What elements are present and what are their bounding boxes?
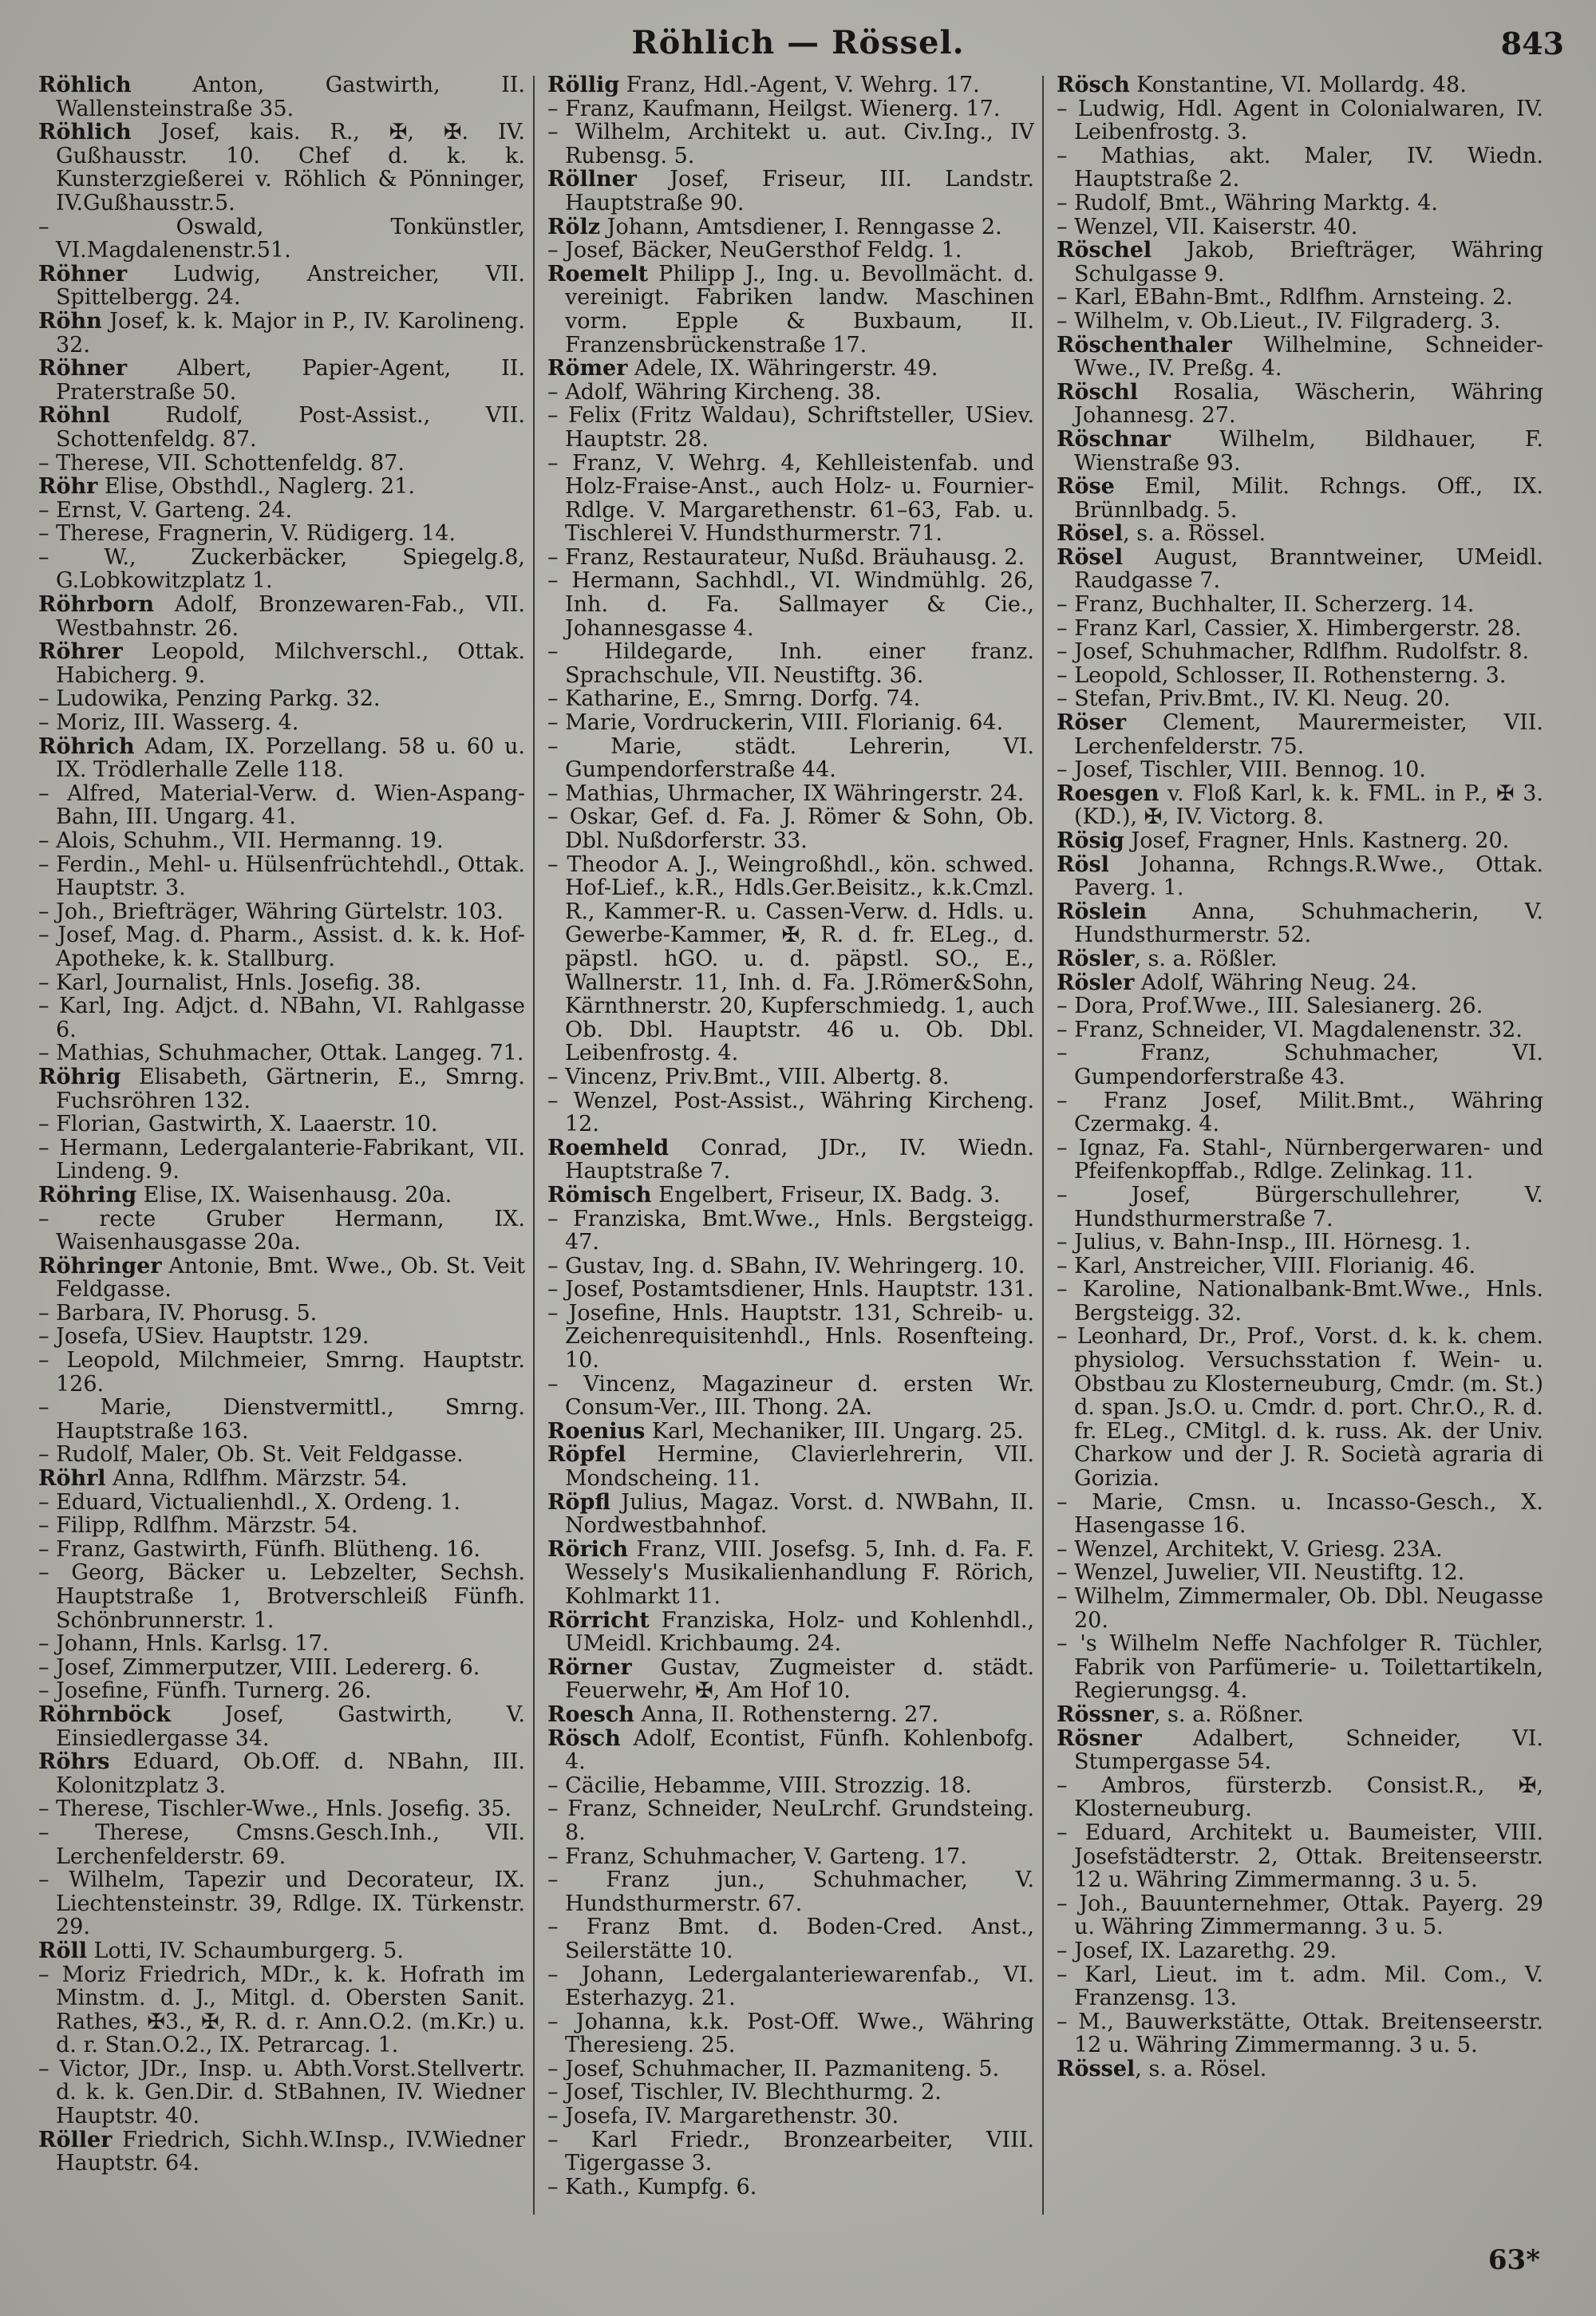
directory-entry: Rösch Adolf, Econtist, Fünfh. Kohlenbofg. 4. <box>547 1725 1034 1775</box>
directory-entry: – Franz Bmt. d. Boden-Cred. Anst., Seilerstätte 10. <box>547 1915 1034 1963</box>
directory-entry: – Theodor A. J., Weingroßhdl., kön. schwed. Hof-Lief., k.R., Hdls.Ger.Beisitz., k.k.Cmzl. R., Kammer-R. u. Cassen-Verw. d. Hdls. u. Gewerbe-Kammer, ✠, R. d. fr. ELeg., d. päpstl. hGO. u. d. päpstl. SO., E., Wallnerstr. 11, Inh. d. Fa. J.Römer&Sohn, Kärnthnerstr. 20, Kupferschmiedg. 1, auch Ob. Dbl. Hauptstr. 46 u. Ob. Dbl. Leibenfrostg. 4. <box>547 852 1034 1066</box>
directory-entry: – Moriz Friedrich, MDr., k. k. Hofrath im Minstm. d. J., Mitgl. d. Obersten Sanit. Rathes, ✠3., ✠, R. d. r. Ann.O.2. (m.Kr.) u. d. r. Stan.O.2., IX. Petrarcag. 1. <box>38 1962 525 2058</box>
directory-entry: – Ferdin., Mehl- u. Hülsenfrüchtehdl., Ottak. Hauptstr. 3. <box>38 852 525 901</box>
directory-entry: Röhrnböck Josef, Gastwirth, V. Einsiedlergasse 34. <box>38 1701 525 1751</box>
directory-entry: Röhrs Eduard, Ob.Off. d. NBahn, III. Kolonitzplatz 3. <box>38 1749 525 1798</box>
directory-entry: Röllner Josef, Friseur, III. Landstr. Hauptstraße 90. <box>547 167 1034 215</box>
directory-entry: – Oswald, Tonkünstler, VI.Magdalenenstr.51. <box>38 214 525 263</box>
directory-entry: – Therese, VII. Schottenfeldg. 87. <box>38 450 405 476</box>
directory-entry: Röhner Ludwig, Anstreicher, VII. Spittelbergg. 24. <box>38 261 525 310</box>
directory-entry: Röhr Elise, Obsthdl., Naglerg. 21. <box>38 474 415 500</box>
directory-entry: – Wenzel, Architekt, V. Griesg. 23A. <box>1057 1536 1443 1562</box>
directory-entry: – Ernst, V. Garteng. 24. <box>38 497 293 523</box>
directory-entry: – Cäcilie, Hebamme, VIII. Strozzig. 18. <box>547 1773 972 1798</box>
directory-entry: – Barbara, IV. Phorusg. 5. <box>38 1300 318 1326</box>
directory-entry: Röhringer Antonie, Bmt. Wwe., Ob. St. Veit Feldgasse. <box>38 1253 525 1302</box>
directory-entry: – Marie, städt. Lehrerin, VI. Gumpendorferstraße 44. <box>547 733 1034 783</box>
directory-entry: – Hermann, Sachhdl., VI. Windmühlg. 26, Inh. d. Fa. Sallmayer & Cie., Johannesgasse 4. <box>547 568 1034 641</box>
directory-entry: – Franz Karl, Cassier, X. Himbergerstr. 28. <box>1057 615 1522 641</box>
directory-entry: Rörricht Franziska, Holz- und Kohlenhdl., UMeidl. Krichbaumg. 24. <box>547 1607 1034 1657</box>
directory-entry: – Rudolf, Maler, Ob. St. Veit Feldgasse. <box>38 1442 464 1468</box>
directory-entry: – Therese, Tischler-Wwe., Hnls. Josefig. 35. <box>38 1796 512 1822</box>
directory-entry: – Josefine, Hnls. Hauptstr. 131, Schreib- u. Zeichenrequisitenhdl., Hnls. Rosenfteing. 10. <box>547 1300 1034 1373</box>
directory-entry: Röpfl Julius, Magaz. Vorst. d. NWBahn, II. Nordwestbahnhof. <box>547 1489 1034 1539</box>
directory-entry: – Joh., Bauunternehmer, Ottak. Payerg. 29 u. Währing Zimmermanng. 3 u. 5. <box>1057 1891 1543 1940</box>
directory-entry: – Josef, Zimmerputzer, VIII. Ledererg. 6. <box>38 1654 480 1680</box>
directory-entry: Röhlich Josef, kais. R., ✠, ✠. IV. Gußhausstr. 10. Chef d. k. k. Kunsterzgießerei v. Röhlich & Pönninger, IV.Gußhausstr.5. <box>38 120 525 215</box>
directory-entry: – recte Gruber Hermann, IX. Waisenhausgasse 20a. <box>38 1206 525 1255</box>
directory-entry: – M., Bauwerkstätte, Ottak. Breitenseerstr. 12 u. Währing Zimmermanng. 3 u. 5. <box>1057 2009 1543 2058</box>
directory-entry: – Felix (Fritz Waldau), Schriftsteller, USiev. Hauptstr. 28. <box>547 403 1034 452</box>
directory-entry: – Mathias, Schuhmacher, Ottak. Langeg. 71. <box>38 1041 524 1066</box>
directory-entry: Römer Adele, IX. Währingerstr. 49. <box>547 356 938 381</box>
directory-entry: – Florian, Gastwirth, X. Laaerstr. 10. <box>38 1112 438 1137</box>
directory-entry: Röhn Josef, k. k. Major in P., IV. Karolineng. 32. <box>38 308 525 358</box>
sheet-signature: 63* <box>1487 2244 1540 2276</box>
directory-entry: Rösch Konstantine, VI. Mollardg. 48. <box>1057 73 1467 97</box>
page-title: Röhlich — Rössel. <box>631 24 965 61</box>
directory-entry: Rörner Gustav, Zugmeister d. städt. Feuerwehr, ✠, Am Hof 10. <box>547 1654 1034 1704</box>
directory-entry: Röhrer Leopold, Milchverschl., Ottak. Habicherg. 9. <box>38 639 525 688</box>
directory-entry: Röpfel Hermine, Clavierlehrerin, VII. Mondscheing. 11. <box>547 1442 1034 1492</box>
directory-column-right <box>1057 73 1543 2260</box>
directory-entry: – Vincenz, Magazineur d. ersten Wr. Consum-Ver., III. Thong. 2A. <box>547 1371 1034 1421</box>
directory-entry: – Josefine, Fünfh. Turnerg. 26. <box>38 1678 372 1704</box>
directory-entry: – Ignaz, Fa. Stahl-, Nürnbergerwaren- und Pfeifenkopffab., Rdlge. Zelinkag. 11. <box>1057 1135 1543 1184</box>
directory-entry: – Georg, Bäcker u. Lebzelter, Sechsh. Hauptstraße 1, Brotverschleiß Fünfh. Schönbrunnerstr. 1. <box>38 1560 525 1633</box>
directory-entry: Rösig Josef, Fragner, Hnls. Kastnerg. 20. <box>1057 828 1510 853</box>
directory-entry: – Johann, Ledergalanteriewarenfab., VI. Esterhazyg. 21. <box>547 1962 1034 2011</box>
directory-entry: – Alfred, Material-Verw. d. Wien-Aspang-Bahn, III. Ungarg. 41. <box>38 781 525 830</box>
directory-entry: – Johann, Hnls. Karlsg. 17. <box>38 1631 330 1657</box>
directory-entry: Röll Lotti, IV. Schaumburgerg. 5. <box>38 1938 404 1963</box>
directory-entry: Rössner, s. a. Rößner. <box>1057 1701 1304 1727</box>
directory-entry: – Karl, Ing. Adjct. d. NBahn, VI. Rahlgasse 6. <box>38 994 525 1042</box>
directory-entry: – Wilhelm, Architekt u. aut. Civ.Ing., IV Rubensg. 5. <box>547 120 1034 168</box>
directory-entry: – 's Wilhelm Neffe Nachfolger R. Tüchler, Fabrik von Parfümerie- u. Toilettartikeln, Regierungsg. 4. <box>1057 1631 1543 1704</box>
directory-entry: – Eduard, Victualienhdl., X. Ordeng. 1. <box>38 1489 461 1515</box>
directory-entry: Röller Friedrich, Sichh.W.Insp., IV.Wiedner Hauptstr. 64. <box>38 2127 525 2176</box>
directory-entry: – Josef, Schuhmacher, II. Pazmaniteng. 5. <box>547 2056 1000 2081</box>
directory-entry: – Therese, Cmsns.Gesch.Inh., VII. Lerchenfelderstr. 69. <box>38 1820 525 1869</box>
directory-entry: Röslein Anna, Schuhmacherin, V. Hundsthurmerstr. 52. <box>1057 899 1543 948</box>
directory-entry: Rösel August, Branntweiner, UMeidl. Raudgasse 7. <box>1057 544 1543 594</box>
directory-entry: – Josefa, USiev. Hauptstr. 129. <box>38 1324 369 1350</box>
directory-entry: – Josef, Bürgerschullehrer, V. Hundsthurmerstraße 7. <box>1057 1182 1543 1231</box>
directory-entry: – Franz, Schuhmacher, V. Garteng. 17. <box>547 1844 967 1869</box>
directory-entry: Rösler Adolf, Währing Neug. 24. <box>1057 970 1417 995</box>
directory-entry: – Franz, Schuhmacher, VI. Gumpendorferstraße 43. <box>1057 1041 1543 1089</box>
directory-entry: – Adolf, Währing Kircheng. 38. <box>547 379 882 405</box>
directory-entry: – Marie, Dienstvermittl., Smrng. Hauptstraße 163. <box>38 1395 525 1444</box>
directory-entry: – Hildegarde, Inh. einer franz. Sprachschule, VII. Neustiftg. 36. <box>547 639 1034 688</box>
directory-entry: – Franziska, Bmt.Wwe., Hnls. Bergsteigg. 47. <box>547 1206 1034 1255</box>
directory-entry: – Katharine, E., Smrng. Dorfg. 74. <box>547 686 921 712</box>
directory-entry: Rölz Johann, Amtsdiener, I. Renngasse 2. <box>547 214 1002 239</box>
directory-column-left <box>38 73 525 2260</box>
directory-entry: Rösner Adalbert, Schneider, VI. Stumpergasse 54. <box>1057 1725 1543 1775</box>
directory-entry: – Alois, Schuhm., VII. Hermanng. 19. <box>38 828 444 853</box>
directory-entry: – Ludwig, Hdl. Agent in Colonialwaren, IV. Leibenfrostg. 3. <box>1057 96 1543 145</box>
directory-entry: – Kath., Kumpfg. 6. <box>547 2174 757 2199</box>
directory-entry: Röschenthaler Wilhelmine, Schneider-Wwe., IV. Preßg. 4. <box>1057 332 1543 381</box>
directory-entry: Rösel, s. a. Rössel. <box>1057 521 1266 547</box>
directory-entry: – Karl, Anstreicher, VIII. Florianig. 46. <box>1057 1253 1476 1279</box>
directory-entry: Roemheld Conrad, JDr., IV. Wiedn. Hauptstraße 7. <box>547 1135 1034 1184</box>
directory-entry: – Victor, JDr., Insp. u. Abth.Vorst.Stellvertr. d. k. k. Gen.Dir. d. StBahnen, IV. Wiedner Hauptstr. 40. <box>38 2056 525 2129</box>
directory-entry: – Karl, EBahn-Bmt., Rdlfhm. Arnsteing. 2. <box>1057 285 1513 310</box>
directory-entry: Rösler, s. a. Rößler. <box>1057 946 1278 971</box>
directory-entry: Röschnar Wilhelm, Bildhauer, F. Wienstraße 93. <box>1057 426 1543 476</box>
directory-entry: Röschel Jakob, Briefträger, Währing Schulgasse 9. <box>1057 238 1543 287</box>
directory-entry: – Leopold, Schlosser, II. Rothensterng. 3. <box>1057 662 1507 688</box>
directory-entry: – Franz, Kaufmann, Heilgst. Wienerg. 17. <box>547 96 1001 121</box>
directory-entry: – Joh., Briefträger, Währing Gürtelstr. 103. <box>38 899 504 924</box>
directory-entry: – Eduard, Architekt u. Baumeister, VIII. Josefstädterstr. 2, Ottak. Breitenseerstr. 12 u. Währing Zimmermanng. 3 u. 5. <box>1057 1820 1543 1893</box>
directory-entry: – Dora, Prof.Wwe., III. Salesianerg. 26. <box>1057 994 1483 1019</box>
page-number: 843 <box>1500 26 1564 61</box>
directory-entry: Röhrl Anna, Rdlfhm. Märzstr. 54. <box>38 1466 408 1492</box>
directory-entry: – Franz, Gastwirth, Fünfh. Blütheng. 16. <box>38 1536 480 1562</box>
directory-column-middle <box>547 73 1034 2260</box>
directory-entry: Röhlich Anton, Gastwirth, II. Wallensteinstraße 35. <box>38 73 525 121</box>
directory-entry: – Marie, Vordruckerin, VIII. Florianig. 64. <box>547 710 1004 736</box>
directory-entry: – Wenzel, Post-Assist., Währing Kircheng. 12. <box>547 1088 1034 1137</box>
directory-entry: – Moriz, III. Wasserg. 4. <box>38 710 299 736</box>
directory-entry: – Wilhelm, Tapezir und Decorateur, IX. Liechtensteinstr. 39, Rdlge. IX. Türkenstr. 29. <box>38 1867 525 1940</box>
directory-entry: – Franz, V. Wehrg. 4, Kehlleistenfab. und Holz-Fraise-Anst., auch Holz- u. Fournier-Rdlge. V. Margarethenstr. 61–63, Fab. u. Tischlerei V. Hundsthurmerstr. 71. <box>547 450 1034 547</box>
directory-entry: Rössel, s. a. Rösel. <box>1057 2056 1267 2081</box>
directory-entry: Röhring Elise, IX. Waisenhausg. 20a. <box>38 1182 452 1207</box>
column-divider <box>533 76 535 2215</box>
directory-entry: – Oskar, Gef. d. Fa. J. Römer & Sohn, Ob. Dbl. Nußdorferstr. 33. <box>547 804 1034 853</box>
page-header <box>0 18 1596 73</box>
directory-entry: – Vincenz, Priv.Bmt., VIII. Albertg. 8. <box>547 1064 950 1089</box>
directory-entry: – Leopold, Milchmeier, Smrng. Hauptstr. 126. <box>38 1348 525 1397</box>
directory-entry: – Karl, Journalist, Hnls. Josefig. 38. <box>38 970 421 995</box>
directory-entry: – Johanna, k.k. Post-Off. Wwe., Währing Theresieng. 25. <box>547 2009 1034 2058</box>
directory-entry: – Franz, Buchhalter, II. Scherzerg. 14. <box>1057 592 1475 618</box>
directory-entry: – Franz Josef, Milit.Bmt., Währing Czermakg. 4. <box>1057 1088 1543 1137</box>
directory-entry: – Julius, v. Bahn-Insp., III. Hörnesg. 1. <box>1057 1230 1472 1255</box>
directory-entry: – Karl Friedr., Bronzearbeiter, VIII. Tigergasse 3. <box>547 2127 1034 2176</box>
directory-entry: Röse Emil, Milit. Rchngs. Off., IX. Brünnlbadg. 5. <box>1057 474 1543 523</box>
directory-entry: – Josef, Tischler, IV. Blechthurmg. 2. <box>547 2080 942 2105</box>
directory-entry: Roesgen v. Floß Karl, k. k. FML. in P., ✠ 3. (KD.), ✠, IV. Victorg. 8. <box>1057 781 1543 830</box>
directory-entry: Roesch Anna, II. Rothensterng. 27. <box>547 1701 939 1727</box>
directory-entry: – Josef, Postamtsdiener, Hnls. Hauptstr. 131. <box>547 1277 1034 1302</box>
directory-entry: Röhrig Elisabeth, Gärtnerin, E., Smrng. Fuchsröhren 132. <box>38 1064 525 1113</box>
directory-entry: – W., Zuckerbäcker, Spiegelg.8, G.Lobkowitzplatz 1. <box>38 544 525 594</box>
directory-entry: Röhrich Adam, IX. Porzellang. 58 u. 60 u. IX. Trödlerhalle Zelle 118. <box>38 733 525 783</box>
directory-entry: – Marie, Cmsn. u. Incasso-Gesch., X. Hasengasse 16. <box>1057 1489 1543 1539</box>
directory-entry: Roemelt Philipp J., Ing. u. Bevollmächt. d. vereinigt. Fabriken landw. Maschinen vorm. Epple & Buxbaum, II. Franzensbrückenstraße 17. <box>547 261 1034 358</box>
directory-entry: Röllig Franz, Hdl.-Agent, V. Wehrg. 17. <box>547 73 980 97</box>
directory-entry: – Wilhelm, v. Ob.Lieut., IV. Filgraderg. 3. <box>1057 308 1501 334</box>
directory-entry: – Franz, Schneider, VI. Magdalenenstr. 32. <box>1057 1017 1523 1042</box>
directory-entry: Roenius Karl, Mechaniker, III. Ungarg. 25. <box>547 1418 1024 1444</box>
directory-entry: – Ludowika, Penzing Parkg. 32. <box>38 686 381 712</box>
directory-entry: Röhnl Rudolf, Post-Assist., VII. Schottenfeldg. 87. <box>38 403 525 452</box>
directory-entry: – Rudolf, Bmt., Währing Marktg. 4. <box>1057 190 1438 215</box>
directory-entry: Römisch Engelbert, Friseur, IX. Badg. 3. <box>547 1182 1001 1207</box>
directory-entry: – Karl, Lieut. im t. adm. Mil. Com., V. Franzensg. 13. <box>1057 1962 1543 2011</box>
directory-entry: – Hermann, Ledergalanterie-Fabrikant, VII. Lindeng. 9. <box>38 1135 525 1184</box>
directory-entry: – Stefan, Priv.Bmt., IV. Kl. Neug. 20. <box>1057 686 1451 712</box>
directory-entry: – Franz, Restaurateur, Nußd. Bräuhausg. 2. <box>547 544 1025 570</box>
directory-entry: – Ambros, fürsterzb. Consist.R., ✠, Klosterneuburg. <box>1057 1773 1543 1822</box>
directory-entry: – Josef, IX. Lazarethg. 29. <box>1057 1938 1337 1963</box>
directory-entry: – Filipp, Rdlfhm. Märzstr. 54. <box>38 1513 358 1539</box>
directory-entry: – Leonhard, Dr., Prof., Vorst. d. k. k. chem. physiolog. Versuchsstation f. Wein- u. Obstbau zu Klosterneuburg, Cmdr. (m. St.) d. span. Js.O. u. Cmdr. d. port. Chr.O., R. d. fr. ELeg., CMitgl. d. k. russ. Ak. der Univ. Charkow und der J. R. Società agraria di Gorizia. <box>1057 1324 1543 1492</box>
directory-entry: Rörich Franz, VIII. Josefsg. 5, Inh. d. Fa. F. Wessely's Musikalienhandlung F. Rörich, Kohlmarkt 11. <box>547 1536 1034 1609</box>
directory-entry: – Josef, Bäcker, NeuGersthof Feldg. 1. <box>547 238 962 263</box>
directory-entry: – Wenzel, Juwelier, VII. Neustiftg. 12. <box>1057 1560 1465 1586</box>
directory-entry: Röhrborn Adolf, Bronzewaren-Fab., VII. Westbahnstr. 26. <box>38 592 525 641</box>
directory-entry: Rösl Johanna, Rchngs.R.Wwe., Ottak. Paverg. 1. <box>1057 852 1543 901</box>
directory-entry: Röhner Albert, Papier-Agent, II. Praterstraße 50. <box>38 356 525 405</box>
directory-entry: – Josefa, IV. Margarethenstr. 30. <box>547 2104 899 2129</box>
directory-entry: – Josef, Mag. d. Pharm., Assist. d. k. k. Hof-Apotheke, k. k. Stallburg. <box>38 923 525 971</box>
directory-entry: – Wenzel, VII. Kaiserstr. 40. <box>1057 214 1358 239</box>
directory-entry: – Franz jun., Schuhmacher, V. Hundsthurmerstr. 67. <box>547 1867 1034 1916</box>
directory-entry: – Josef, Schuhmacher, Rdlfhm. Rudolfstr. 8. <box>1057 639 1530 665</box>
directory-entry: – Josef, Tischler, VIII. Bennog. 10. <box>1057 757 1426 783</box>
directory-entry: – Therese, Fragnerin, V. Rüdigerg. 14. <box>38 521 456 547</box>
directory-entry: – Karoline, Nationalbank-Bmt.Wwe., Hnls. Bergsteigg. 32. <box>1057 1277 1543 1326</box>
directory-entry: – Gustav, Ing. d. SBahn, IV. Wehringerg. 10. <box>547 1253 1025 1279</box>
directory-entry: – Mathias, akt. Maler, IV. Wiedn. Hauptstraße 2. <box>1057 143 1543 192</box>
directory-entry: – Mathias, Uhrmacher, IX Währingerstr. 24. <box>547 781 1025 806</box>
directory-entry: Röschl Rosalia, Wäscherin, Währing Johannesg. 27. <box>1057 379 1543 429</box>
directory-entry: Röser Clement, Maurermeister, VII. Lerchenfelderstr. 75. <box>1057 710 1543 759</box>
directory-entry: – Franz, Schneider, NeuLrchf. Grundsteing. 8. <box>547 1796 1034 1845</box>
column-divider <box>1042 76 1044 2215</box>
directory-entry: – Wilhelm, Zimmermaler, Ob. Dbl. Neugasse 20. <box>1057 1584 1543 1633</box>
